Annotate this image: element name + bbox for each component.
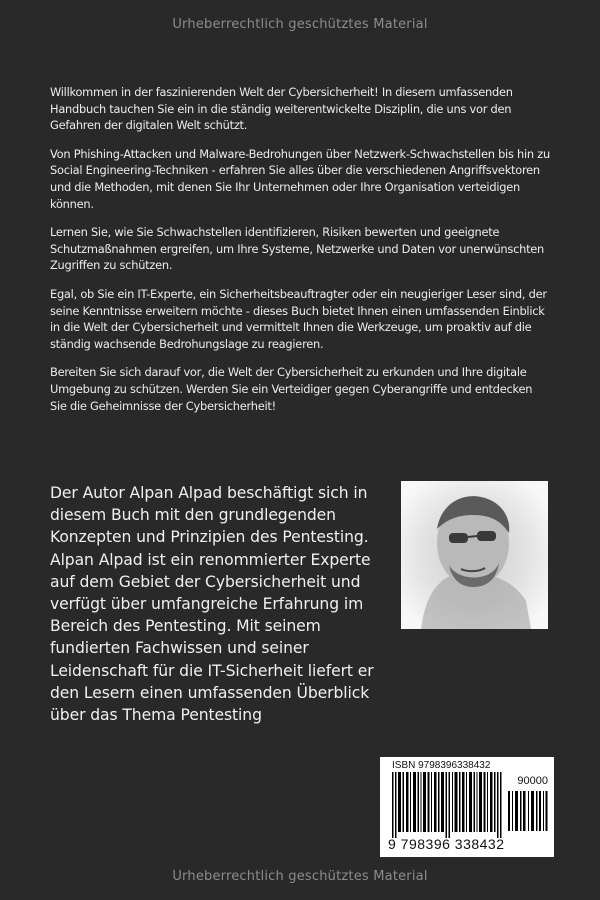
description-paragraph-1: Willkommen in der faszinierenden Welt der Cybersicherheit! In diesem umfassenden Handbuch tauchen Sie ein in die ständig weiterentwickelte Disziplin, die uns vor den Gefahren der digitalen Welt schützt. bbox=[50, 85, 513, 133]
author-portrait bbox=[401, 481, 548, 629]
description-paragraph-2: Von Phishing-Attacken und Malware-Bedrohungen über Netzwerk-Schwachstellen bis hin zu Social Engineering-Techniken - erfahren Sie alles über die verschiedenen Angriffsvektoren und die Methoden, mit denen Sie Ihr Unternehmen oder Ihre Organisation verteidigen können. bbox=[50, 146, 550, 211]
addon-barcode-bars bbox=[508, 791, 548, 831]
copyright-watermark-top: Urheberrechtlich geschütztes Material bbox=[172, 17, 428, 32]
isbn-barcode bbox=[380, 757, 554, 857]
author-portrait-graphic bbox=[401, 481, 548, 629]
author-bio: Der Autor Alpan Alpad beschäftigt sich in diesem Buch mit den grundlegenden Konzepten und Prinzipien des Pentesting. Alpan Alpad ist ein renommierter Experte auf dem Gebiet der Cybersicherheit und verfügt über umfangreiche Erfahrung im Bereich des Pentesting. Mit seinem fundierten Fachwissen und seiner Leidenschaft für die IT-Sicherheit liefert er den Lesern einen umfassenden Überblick über das Thema Pentesting bbox=[50, 484, 374, 725]
description-paragraph-4: Egal, ob Sie ein IT-Experte, ein Sicherheitsbeauftragter oder ein neugieriger Leser sind, der seine Kenntnisse erweitern möchte - dieses Buch bietet Ihnen einen umfassenden Einblick in die Welt der Cybersicherheit und vermittelt Ihnen die Werkzeuge, um proaktiv auf die ständig wachsende Bedrohungslage zu reagieren. bbox=[50, 286, 547, 351]
copyright-watermark-bottom: Urheberrechtlich geschütztes Material bbox=[172, 869, 428, 884]
description-paragraph-3: Lernen Sie, wie Sie Schwachstellen identifizieren, Risiken bewerten und geeignete Schutzmaßnahmen ergreifen, um Ihre Systeme, Netzwerke und Daten vor unerwünschten Zugriffen zu schützen. bbox=[50, 225, 545, 273]
book-description bbox=[50, 84, 550, 426]
description-paragraph-5: Bereiten Sie sich darauf vor, die Welt der Cybersicherheit zu erkunden und Ihre digitale Umgebung zu schützen. Werden Sie ein Verteidiger gegen Cyberangriffe und entdecken Sie die Geheimnisse der Cybersicherheit! bbox=[50, 365, 533, 413]
price-code: 90000 bbox=[517, 775, 548, 787]
barcode-bars bbox=[392, 772, 504, 838]
barcode-number: 9 798396 338432 bbox=[388, 836, 505, 852]
isbn-label: ISBN 9798396338432 bbox=[392, 760, 491, 771]
